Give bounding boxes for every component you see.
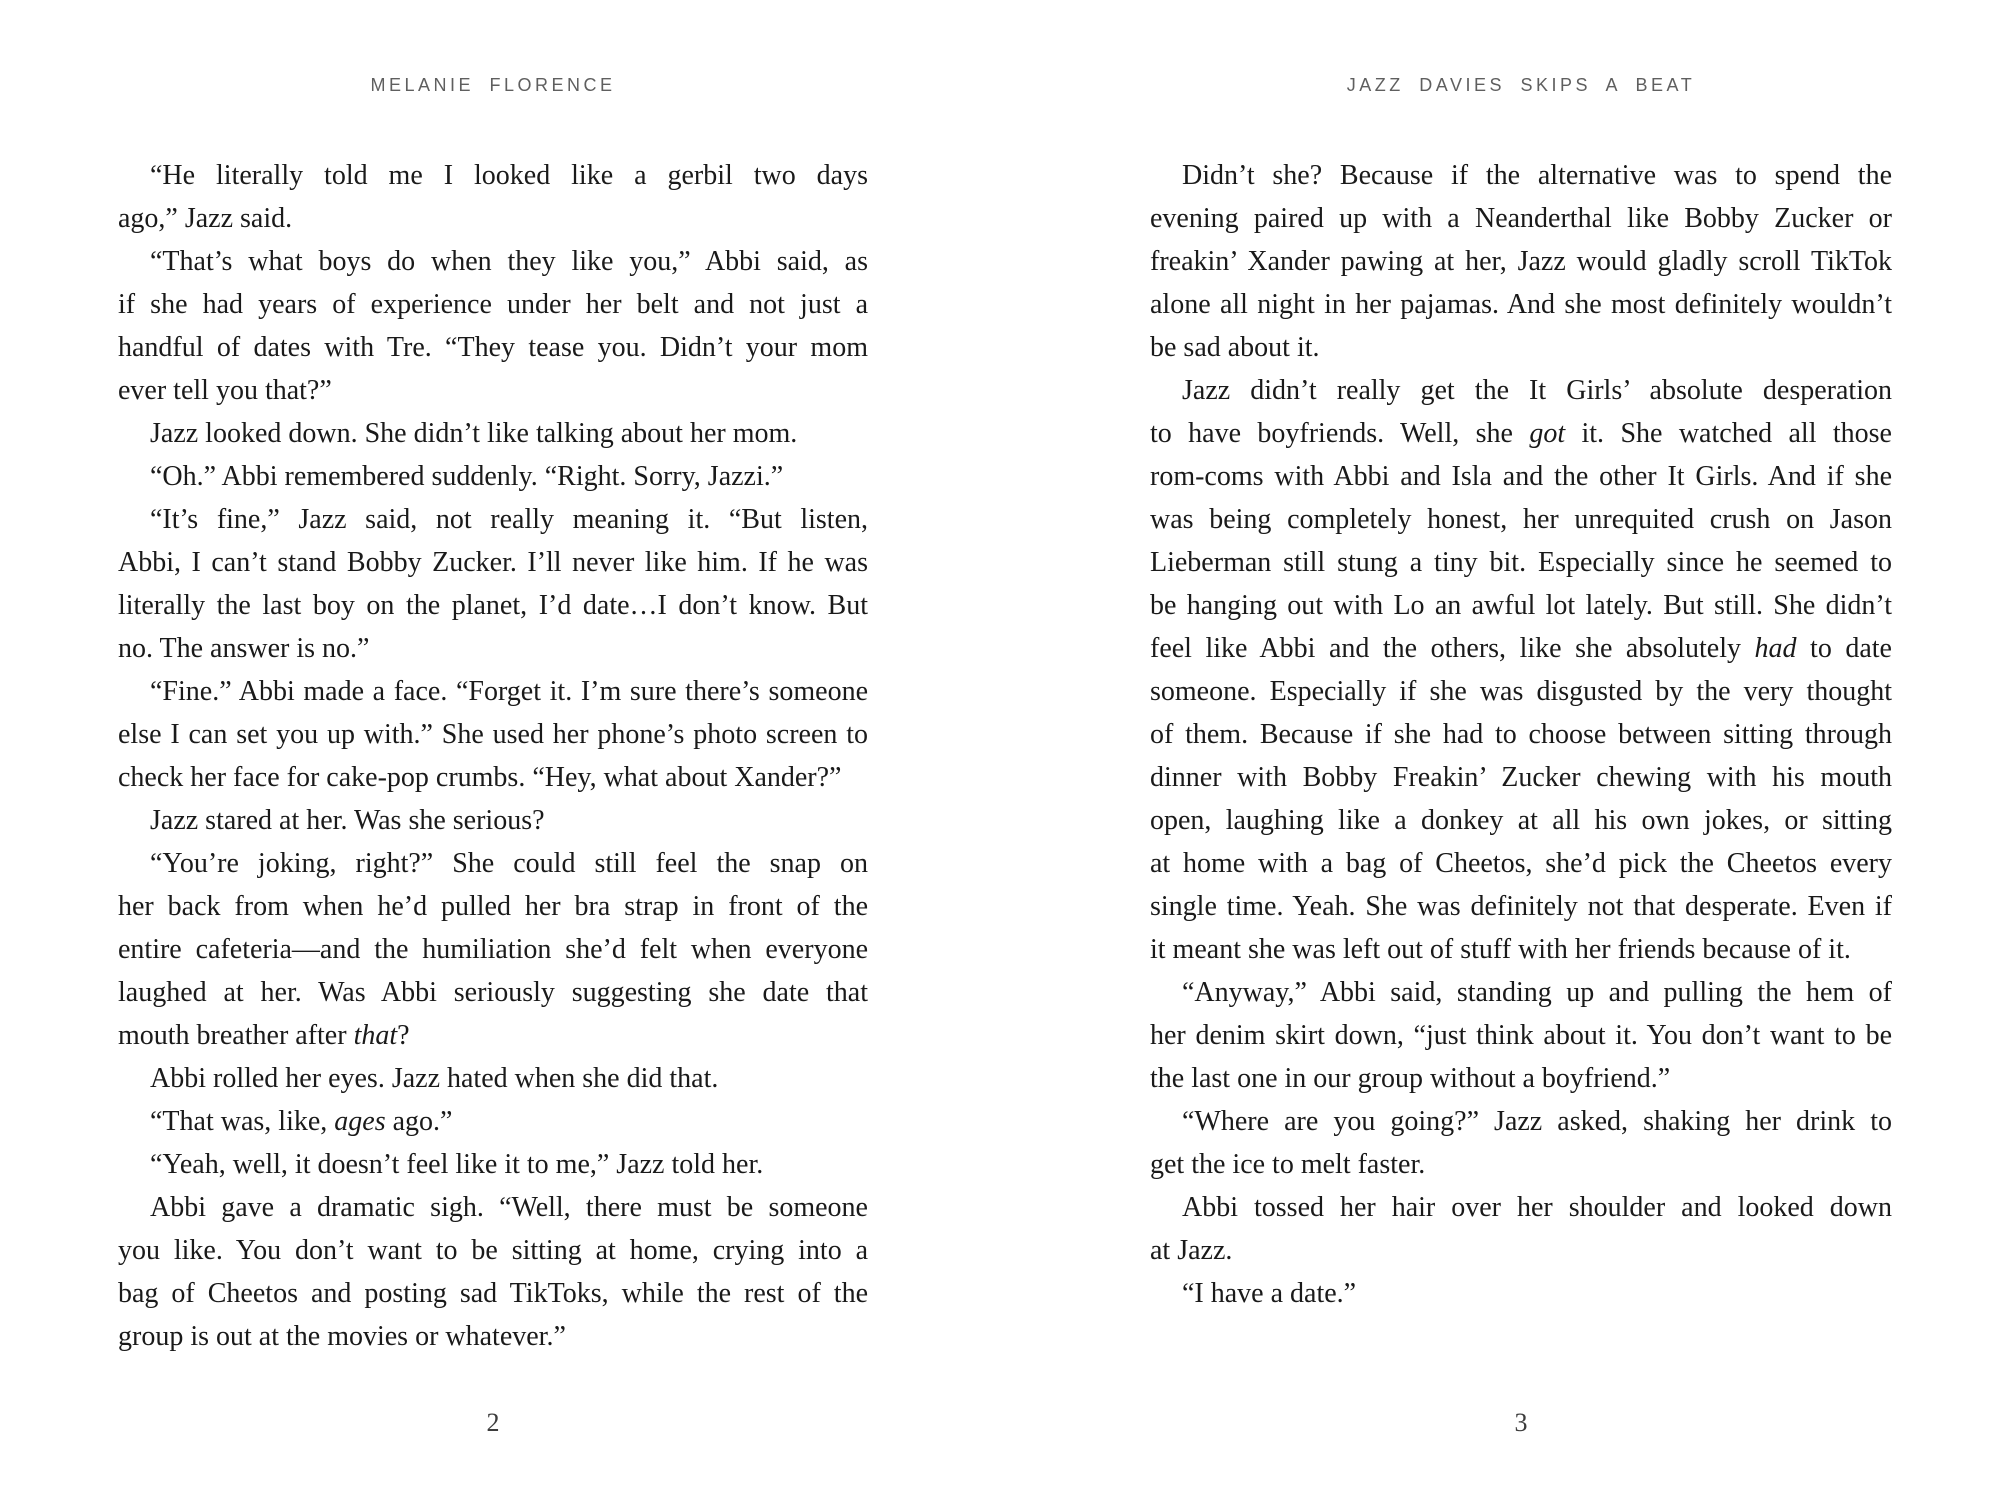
text-line: someone. Especially if she was disgusted by the very thought xyxy=(1150,676,1892,707)
text-line: handful of dates with Tre. “They tease you. Didn’t your mom xyxy=(118,332,868,363)
text-line: “It’s fine,” Jazz said, not really meaning it. “But listen, xyxy=(150,504,868,535)
running-header-author: MELANIE FLORENCE xyxy=(370,75,616,95)
page-number-right: 3 xyxy=(1514,1408,1528,1437)
page-right-body-text xyxy=(1150,154,1892,1315)
running-header-book-title: JAZZ DAVIES SKIPS A BEAT xyxy=(1346,75,1696,95)
text-line: “He literally told me I looked like a gerbil two days xyxy=(150,160,868,191)
text-line: “Oh.” Abbi remembered suddenly. “Right. Sorry, Jazzi.” xyxy=(150,461,784,492)
page-number-left: 2 xyxy=(486,1408,500,1437)
text-line: of them. Because if she had to choose between sitting through xyxy=(1150,719,1892,750)
text-line: “Yeah, well, it doesn’t feel like it to me,” Jazz told her. xyxy=(150,1149,764,1180)
text-line: be sad about it. xyxy=(1150,332,1320,363)
text-line: be hanging out with Lo an awful lot lately. But still. She didn’t xyxy=(1150,590,1892,621)
text-line: Lieberman still stung a tiny bit. Especially since he seemed to xyxy=(1150,547,1892,578)
text-line: mouth breather after that? xyxy=(118,1020,410,1051)
text-line: the last one in our group without a boyfriend.” xyxy=(1150,1063,1671,1094)
text-line: freakin’ Xander pawing at her, Jazz would gladly scroll TikTok xyxy=(1150,246,1892,277)
text-line: her denim skirt down, “just think about it. You don’t want to be xyxy=(1150,1020,1892,1051)
text-line: open, laughing like a donkey at all his own jokes, or sitting xyxy=(1150,805,1892,836)
text-line: Abbi rolled her eyes. Jazz hated when she did that. xyxy=(150,1063,719,1094)
page-right xyxy=(1150,0,1892,1500)
text-line: laughed at her. Was Abbi seriously suggesting she date that xyxy=(118,977,868,1008)
text-line: at Jazz. xyxy=(1150,1235,1233,1266)
text-line: “Where are you going?” Jazz asked, shaking her drink to xyxy=(1182,1106,1892,1137)
page-left xyxy=(118,0,868,1500)
text-line: group is out at the movies or whatever.” xyxy=(118,1321,566,1352)
text-line: ever tell you that?” xyxy=(118,375,332,406)
text-line: to have boyfriends. Well, she got it. She watched all those xyxy=(1150,418,1892,449)
text-line: feel like Abbi and the others, like she absolutely had to date xyxy=(1150,633,1892,664)
text-line: was being completely honest, her unrequited crush on Jason xyxy=(1150,504,1892,535)
text-line: “You’re joking, right?” She could still feel the snap on xyxy=(150,848,868,879)
text-line: get the ice to melt faster. xyxy=(1150,1149,1426,1180)
text-line: else I can set you up with.” She used her phone’s photo screen to xyxy=(118,719,868,750)
text-line: “Anyway,” Abbi said, standing up and pulling the hem of xyxy=(1182,977,1892,1008)
text-line: evening paired up with a Neanderthal like Bobby Zucker or xyxy=(1150,203,1892,234)
text-line: Abbi gave a dramatic sigh. “Well, there must be someone xyxy=(150,1192,868,1223)
text-line: check her face for cake-pop crumbs. “Hey, what about Xander?” xyxy=(118,762,842,793)
text-line: “Fine.” Abbi made a face. “Forget it. I’m sure there’s someone xyxy=(150,676,868,707)
text-line: literally the last boy on the planet, I’d date…I don’t know. But xyxy=(118,590,868,621)
text-line: Abbi tossed her hair over her shoulder and looked down xyxy=(1182,1192,1892,1223)
text-line: alone all night in her pajamas. And she most definitely wouldn’t xyxy=(1150,289,1892,320)
text-line: Abbi, I can’t stand Bobby Zucker. I’ll never like him. If he was xyxy=(118,547,868,578)
text-line: rom-coms with Abbi and Isla and the other It Girls. And if she xyxy=(1150,461,1892,492)
text-line: “That’s what boys do when they like you,” Abbi said, as xyxy=(150,246,868,277)
text-line: dinner with Bobby Freakin’ Zucker chewing with his mouth xyxy=(1150,762,1892,793)
text-line: Didn’t she? Because if the alternative was to spend the xyxy=(1182,160,1892,191)
text-line: “That was, like, ages ago.” xyxy=(150,1106,453,1137)
text-line: if she had years of experience under her belt and not just a xyxy=(118,289,868,320)
text-line: single time. Yeah. She was definitely not that desperate. Even if xyxy=(1150,891,1892,922)
text-line: ago,” Jazz said. xyxy=(118,203,293,234)
text-line: no. The answer is no.” xyxy=(118,633,370,664)
text-line: Jazz didn’t really get the It Girls’ absolute desperation xyxy=(1182,375,1892,406)
text-line: her back from when he’d pulled her bra strap in front of the xyxy=(118,891,868,922)
text-line: at home with a bag of Cheetos, she’d pick the Cheetos every xyxy=(1150,848,1892,879)
text-line: Jazz stared at her. Was she serious? xyxy=(150,805,545,836)
text-line: Jazz looked down. She didn’t like talking about her mom. xyxy=(150,418,798,449)
text-line: it meant she was left out of stuff with her friends because of it. xyxy=(1150,934,1851,965)
text-line: “I have a date.” xyxy=(1182,1278,1357,1309)
text-line: entire cafeteria—and the humiliation she’d felt when everyone xyxy=(118,934,868,965)
page-left-body-text xyxy=(118,154,868,1358)
text-line: you like. You don’t want to be sitting at home, crying into a xyxy=(118,1235,868,1266)
text-line: bag of Cheetos and posting sad TikToks, while the rest of the xyxy=(118,1278,868,1309)
